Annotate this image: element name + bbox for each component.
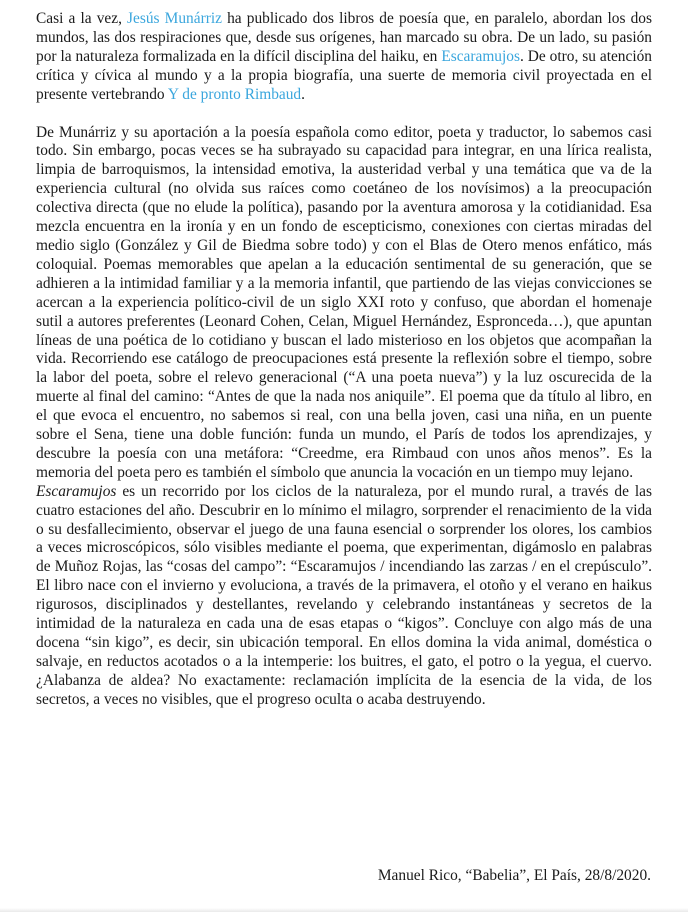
page-bottom-edge	[0, 908, 688, 912]
signature: Manuel Rico, “Babelia”, El País, 28/8/2020.	[377, 867, 651, 884]
article-body	[36, 10, 652, 710]
review-paragraph-rimbaud: De Munárriz y su aportación a la poesía española como editor, poeta y traductor, lo sabemos casi todo. Sin embargo, pocas veces se ha subrayado su capacidad para integrar, en una lírica realista, limpia de barroquismos, la intensidad emotiva, la austeridad verbal y una temática que va de la experiencia cultural (no olvida sus raíces como coetáneo de los novísimos) a la preocupación colectiva directa (que no elude la política), pasando por la aventura amorosa y la cotidianidad. Esa mezcla encuentra en la ironía y en un fondo de escepticismo, conexiones con ciertas miradas del medio siglo (González y Gil de Biedma sobre todo) y con el Blas de Otero menos enfático, más coloquial. Poemas memorables que apelan a la educación sentimental de su generación, que se adhieren a la intimidad familiar y a la memoria infantil, que partiendo de las viejas convicciones se acercan a la experiencia político-civil de un siglo XXI roto y confuso, que abordan el homenaje sutil a autores preferentes (Leonard Cohen, Celan, Miguel Hernández, Espronceda…), que apuntan líneas de una poética de lo cotidiano y buscan el lado misterioso en los objetos que acompañan la vida. Recorriendo ese catálogo de preocupaciones está presente la reflexión sobre el tiempo, sobre la labor del poeta, sobre el relevo generacional (“A una poeta nueva”) y la luz oscurecida de la muerte al final del camino: “Antes de que la nada nos aniquile”. El poema que da título al libro, en el que evoca el encuentro, no sabemos si real, con una bella joven, casi una niña, en un puente sobre el Sena, tiene una doble función: funda un mundo, el París de todos los aprendizajes, y descubre la poesía con una metáfora: “Creedme, era Rimbaud con unos años menos”. Es la memoria del poeta pero es también el símbolo que anuncia la vocación en un tiempo muy lejano.	[36, 123, 652, 481]
intro-text-1: Casi a la vez,	[36, 10, 128, 27]
intro-text-2: ha publicado dos libros de poesía que, en paralelo, abordan los dos mundos, las dos respiraciones que, desde sus orígenes, han marcado su obra. De un lado, su pasión por la naturaleza formalizada en la difícil disciplina del haiku, en	[36, 10, 652, 65]
author-link[interactable]: Jesús Munárriz	[127, 10, 222, 27]
intro-paragraph	[36, 10, 652, 105]
review-paragraph-escaramujos	[36, 483, 652, 710]
rimbaud-book-link[interactable]: Y de pronto Rimbaud	[167, 85, 302, 103]
intro-text-3: . De otro, su atención crítica y cívica al mundo y a la propia biografía, una suerte de memoria civil proyectada en el presente vertebrando	[36, 47, 652, 103]
intro-text-4: .	[301, 85, 305, 103]
escaramujos-link[interactable]: Escaramujos	[441, 47, 520, 65]
escaramujos-text: es un recorrido por los ciclos de la naturaleza, por el mundo rural, a través de las cuatro estaciones del año. Descubrir en lo mínimo el milagro, sorprender el renacimiento de la vida o su desfallecimiento, observar el juego de una fauna esencial o sorprender los olores, los cambios a veces microscópicos, sólo visibles mediante el poema, que experimentan, digámoslo en palabras de Muñoz Rojas, las “cosas del campo”: “Escaramujos / incendiando las zarzas / en el crepúsculo”. El libro nace con el invierno y evoluciona, a través de la primavera, el otoño y el verano en haikus rigurosos, disciplinados y destellantes, revelando y celebrando instantáneas y secretos de la intimidad de la naturaleza en cada una de esas etapas o “kigos”. Concluye con algo más de una docena “sin kigo”, es decir, sin ubicación temporal. En ellos domina la vida animal, doméstica o salvaje, en reductos acotados o a la intemperie: los buitres, el gato, el potro o la yegua, el cuervo. ¿Alabanza de aldea? No exactamente: reclamación implícita de la esencia de la vida, de los secretos, a veces no visibles, que el progreso oculta o acaba destruyendo.	[36, 482, 652, 708]
escaramujos-title: Escaramujos	[36, 482, 117, 500]
